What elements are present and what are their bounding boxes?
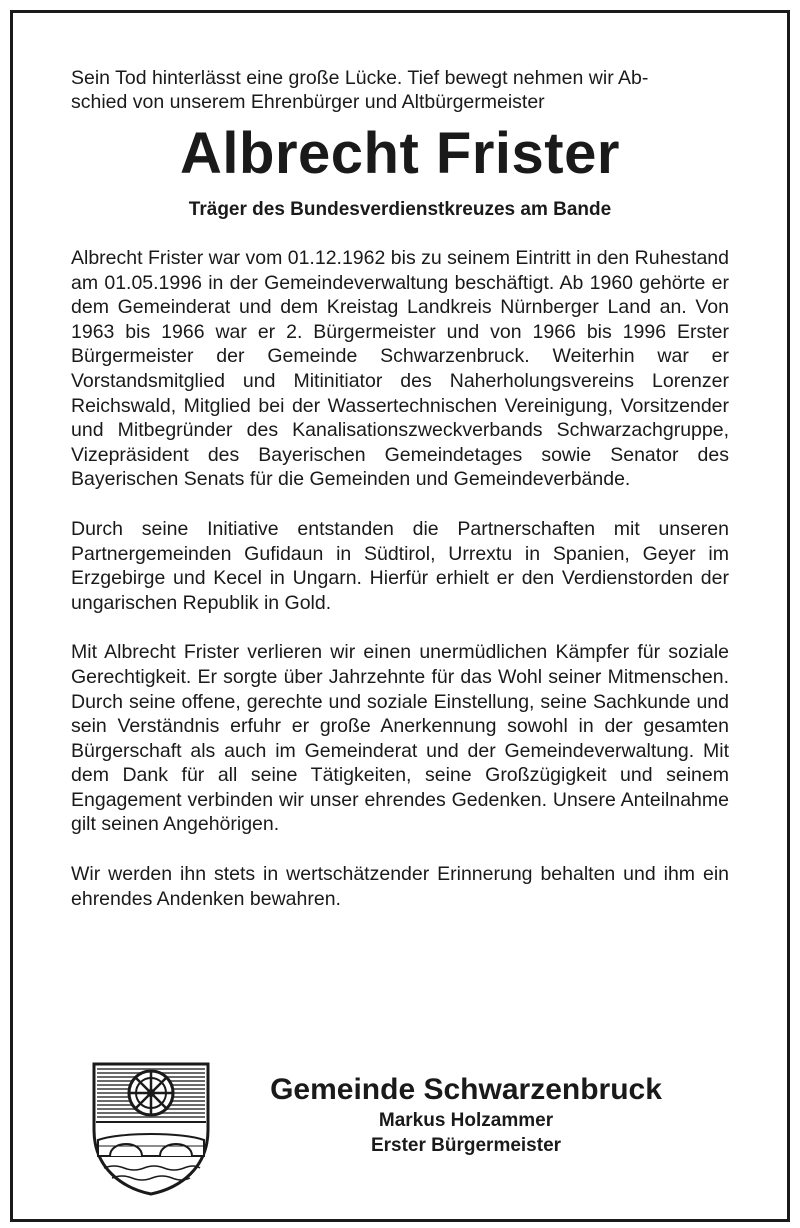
honor-line: Träger des Bundesverdienstkreuzes am Bande xyxy=(188,199,612,220)
intro-line-2: schied von unserem Ehrenbürger und Altbürgermeister xyxy=(71,91,545,113)
paragraph-closing: Wir werden ihn stets in wertschätzender Erinnerung behalten und ihm ein ehrendes Andenken bewahren. xyxy=(71,863,729,910)
deceased-name: Albrecht Frister xyxy=(180,121,620,186)
municipality-name: Gemeinde Schwarzenbruck xyxy=(270,1073,662,1106)
municipal-coat-of-arms-icon xyxy=(90,1060,212,1198)
signature-text xyxy=(236,1072,696,1158)
paragraph-career: Albrecht Frister war vom 01.12.1962 bis zu seinem Eintritt in den Ruhestand am 01.05.1996 in der Gemeindeverwaltung beschäftigt. Ab 1960 gehörte er dem Gemeinderat und dem Kreistag Landkreis Nürnberger Land an. Von 1963 bis 1966 war er 2. Bürgermeister und von 1966 bis 1996 Erster Bürgermeister der Gemeinde Schwarzenbruck. Weiterhin war er Vorstandsmitglied und Mitinitiator des Naherholungsvereins Lorenzer Reichswald, Mitglied bei der Wassertechnischen Vereinigung, Vorsitzender und Mitbegründer des Kanalisationszweckverbands Schwarzachgruppe, Vizepräsident des Bayerischen Gemeindetages sowie Senator des Bayerischen Senats für die Gemeinden und Gemeindeverbände. xyxy=(71,247,729,491)
signatory-name: Markus Holzammer xyxy=(378,1110,554,1131)
intro-text xyxy=(71,66,729,114)
paragraph-partnerships: Durch seine Initiative entstanden die Partnerschaften mit unseren Partnergemeinden Gufidaun in Südtirol, Urrextu in Spanien, Geyer im Erzgebirge und Kecel in Ungarn. Hierfür erhielt er den Verdienstorden der ungarischen Republik in Gold. xyxy=(71,517,729,614)
paragraph-tribute: Mit Albrecht Frister verlieren wir einen unermüdlichen Kämpfer für soziale Gerechtigkeit. Er sorgte über Jahrzehnte für das Wohl seiner Mitmenschen. Durch seine offene, gerechte und soziale Einstellung, seine Sachkunde und sein Verständnis erfuhr er große Anerkennung sowohl in der gesamten Bürgerschaft als auch im Gemeinderat und der Gemeindeverwaltung. Mit dem Dank für all seine Tätigkeiten, seine Großzügigkeit und seinem Engagement verbinden wir unser ehrendes Gedenken. Unsere Anteilnahme gilt seinen Angehörigen. xyxy=(71,641,729,836)
signature-block xyxy=(90,1060,740,1200)
intro-line-1: Sein Tod hinterlässt eine große Lücke. Tief bewegt nehmen wir Ab- xyxy=(71,67,649,89)
signatory-role: Erster Bürgermeister xyxy=(370,1135,562,1156)
obituary-content xyxy=(71,66,729,911)
